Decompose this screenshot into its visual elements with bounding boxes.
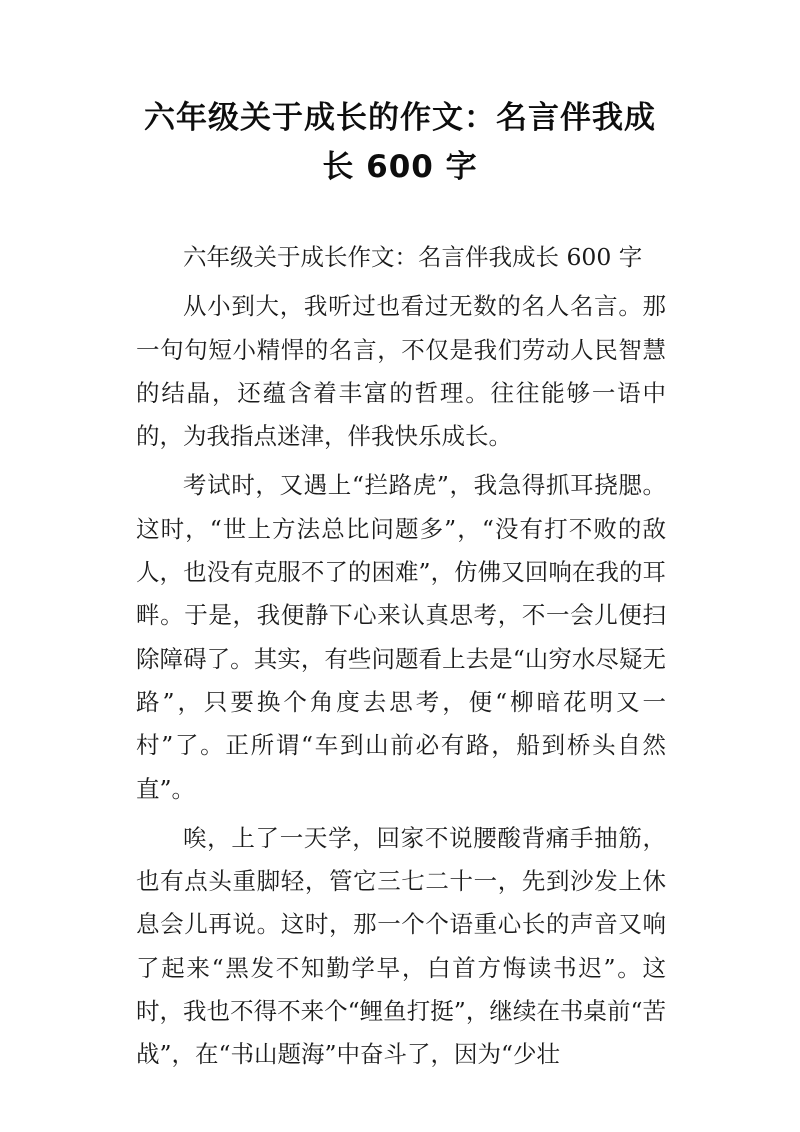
- paragraph-exam: 考试时，又遇上“拦路虎”，我急得抓耳挠腮。这时，“世上方法总比问题多”，“没有打不败的敌人，也没有克服不了的困难”，仿佛又回响在我的耳畔。于是，我便静下心来认真思考，不一会儿便扫除障碍了。其实，有些问题看上去是“山穷水尽疑无路”，只要换个角度去思考，便“柳暗花明又一村”了。正所谓“车到山前必有路，船到桥头自然直”。: [136, 471, 666, 803]
- paragraph-homework: 唉，上了一天学，回家不说腰酸背痛手抽筋，也有点头重脚轻，管它三七二十一，先到沙发上休息会儿再说。这时，那一个个语重心长的声音又响了起来“黑发不知勤学早，白首方悔读书迟”。这时，我也不得不来个“鲤鱼打挺”，继续在书桌前“苦战”，在“书山题海”中奋斗了，因为“少壮: [136, 823, 666, 1069]
- title-line-1: 六年级关于成长的作文：名言伴我成: [144, 100, 656, 136]
- paragraph-intro: 从小到大，我听过也看过无数的名人名言。那一句句短小精悍的名言，不仅是我们劳动人民智慧的结晶，还蕴含着丰富的哲理。往往能够一语中的，为我指点迷津，伴我快乐成长。: [136, 292, 666, 451]
- title-line-2: 长 600 字: [322, 149, 478, 185]
- essay-body: [136, 236, 666, 1077]
- document-title: [100, 94, 700, 192]
- essay-subtitle: 六年级关于成长作文：名言伴我成长 600 字: [183, 243, 643, 271]
